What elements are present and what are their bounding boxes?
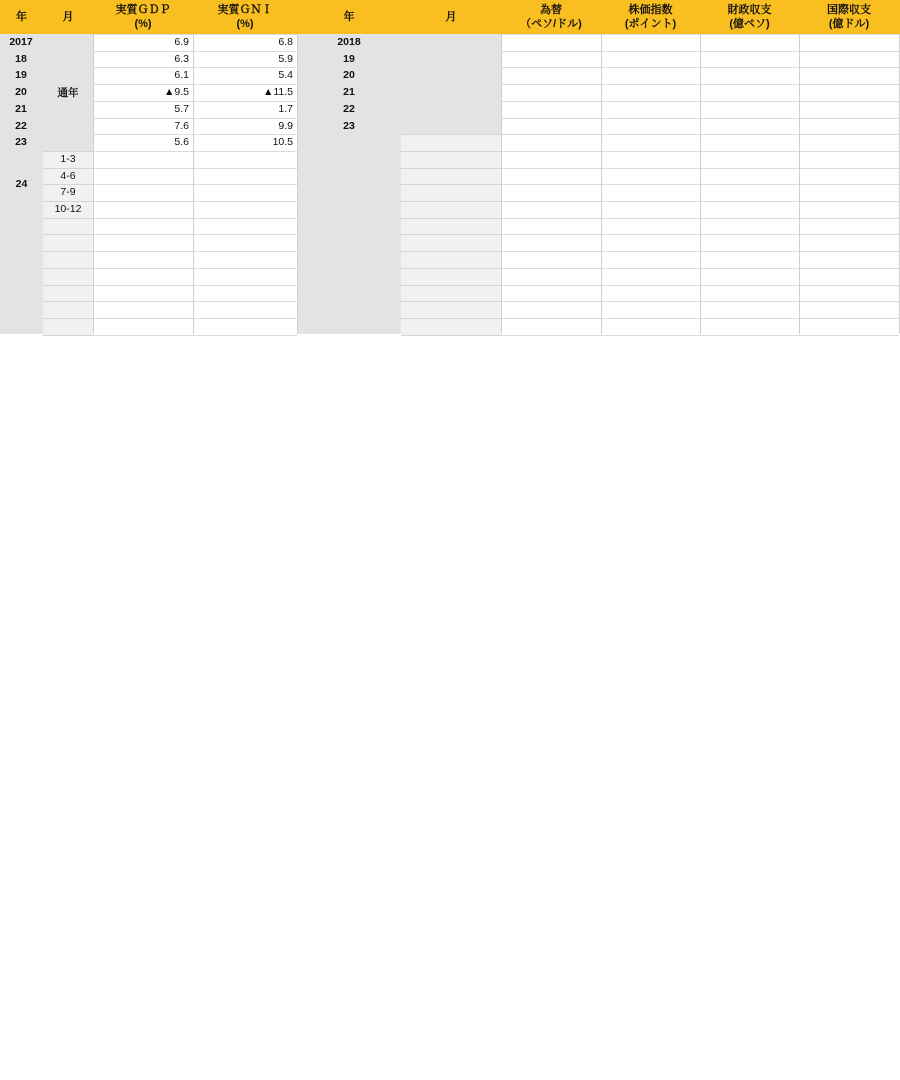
col-stock: 株価指数 (ポイント) <box>624 4 677 30</box>
year-24-label: 24 <box>15 178 28 191</box>
col-month: 月 <box>62 11 74 23</box>
gdp-value: ▲9.5 <box>164 86 189 99</box>
col-divider <box>501 34 502 334</box>
quarter-label: 7-9 <box>60 186 76 199</box>
grid-line <box>93 251 297 252</box>
grid-line <box>43 218 93 219</box>
grid-line <box>93 301 297 302</box>
grid-line <box>401 335 501 336</box>
gni-value: 1.7 <box>278 102 293 115</box>
grid-line <box>401 285 501 286</box>
quarter-label: 4-6 <box>60 169 76 182</box>
grid-line <box>401 168 501 169</box>
col-gni: 実質ＧＮＩ (%) <box>217 4 273 30</box>
gdp-value: 6.9 <box>174 36 189 48</box>
grid-line <box>93 184 297 185</box>
grid-line <box>43 234 93 235</box>
annual-merge-b-bg <box>401 34 501 134</box>
year-label: 22 <box>15 119 27 132</box>
grid-line <box>93 234 297 235</box>
grid-line <box>401 134 501 135</box>
year-label: 20 <box>15 86 27 99</box>
gdp-value: 7.6 <box>174 119 189 132</box>
grid-line <box>43 335 93 336</box>
grid-line <box>93 268 297 269</box>
grid-line <box>93 318 297 319</box>
col-divider <box>799 34 800 334</box>
year-label-b: 23 <box>343 119 355 132</box>
gni-value: 6.8 <box>278 36 293 48</box>
grid-line <box>43 318 93 319</box>
gdp-value: 5.6 <box>174 136 189 149</box>
col-year: 年 <box>16 11 27 23</box>
gdp-value: 5.7 <box>174 102 189 115</box>
year-label-b: 2018 <box>337 36 361 48</box>
year-label: 21 <box>15 102 27 115</box>
grid-line <box>401 201 501 202</box>
grid-line <box>401 151 501 152</box>
gni-value: 10.5 <box>272 136 293 149</box>
grid-line <box>401 301 501 302</box>
year-label-b: 22 <box>343 102 355 115</box>
year-label: 23 <box>15 136 27 149</box>
grid-line <box>401 218 501 219</box>
year-label: 2017 <box>9 36 33 48</box>
grid-line <box>93 168 297 169</box>
gni-value: 9.9 <box>278 119 293 132</box>
gni-value: ▲11.5 <box>262 86 293 99</box>
grid-line <box>43 268 93 269</box>
quarter-label: 10-12 <box>54 203 82 215</box>
col-gdp: 実質ＧＤＰ (%) <box>115 4 171 30</box>
col-fiscal: 財政収支 (億ペソ) <box>727 4 772 30</box>
grid-line <box>501 335 899 336</box>
year-label-b: 19 <box>343 52 355 65</box>
grid-line <box>93 335 297 336</box>
gni-value: 5.4 <box>278 69 293 82</box>
grid-line <box>93 201 297 202</box>
year-label: 19 <box>15 69 27 82</box>
col-year-b: 年 <box>343 11 355 23</box>
gdp-value: 6.1 <box>174 69 189 82</box>
year-label: 18 <box>15 52 27 65</box>
grid-line <box>401 318 501 319</box>
grid-line <box>401 184 501 185</box>
year-label-b: 20 <box>343 69 355 82</box>
grid-line <box>93 151 297 152</box>
grid-line <box>93 285 297 286</box>
gdp-value: 6.3 <box>174 52 189 65</box>
grid-line <box>43 301 93 302</box>
gni-value: 5.9 <box>278 52 293 65</box>
grid-line <box>401 268 501 269</box>
col-divider <box>601 34 602 334</box>
col-divider <box>700 34 701 334</box>
col-bop: 国際収支 (億ドル) <box>827 4 871 30</box>
annual-label: 通年 <box>57 86 79 99</box>
grid-line <box>401 234 501 235</box>
grid-line <box>93 218 297 219</box>
grid-line <box>43 251 93 252</box>
col-month-b: 月 <box>445 11 457 23</box>
grid-line <box>401 251 501 252</box>
col-fx: 為替 （ペソ/ドル) <box>520 4 582 30</box>
grid-line <box>43 285 93 286</box>
year-label-b: 21 <box>343 86 355 99</box>
quarter-label: 1-3 <box>60 152 76 165</box>
